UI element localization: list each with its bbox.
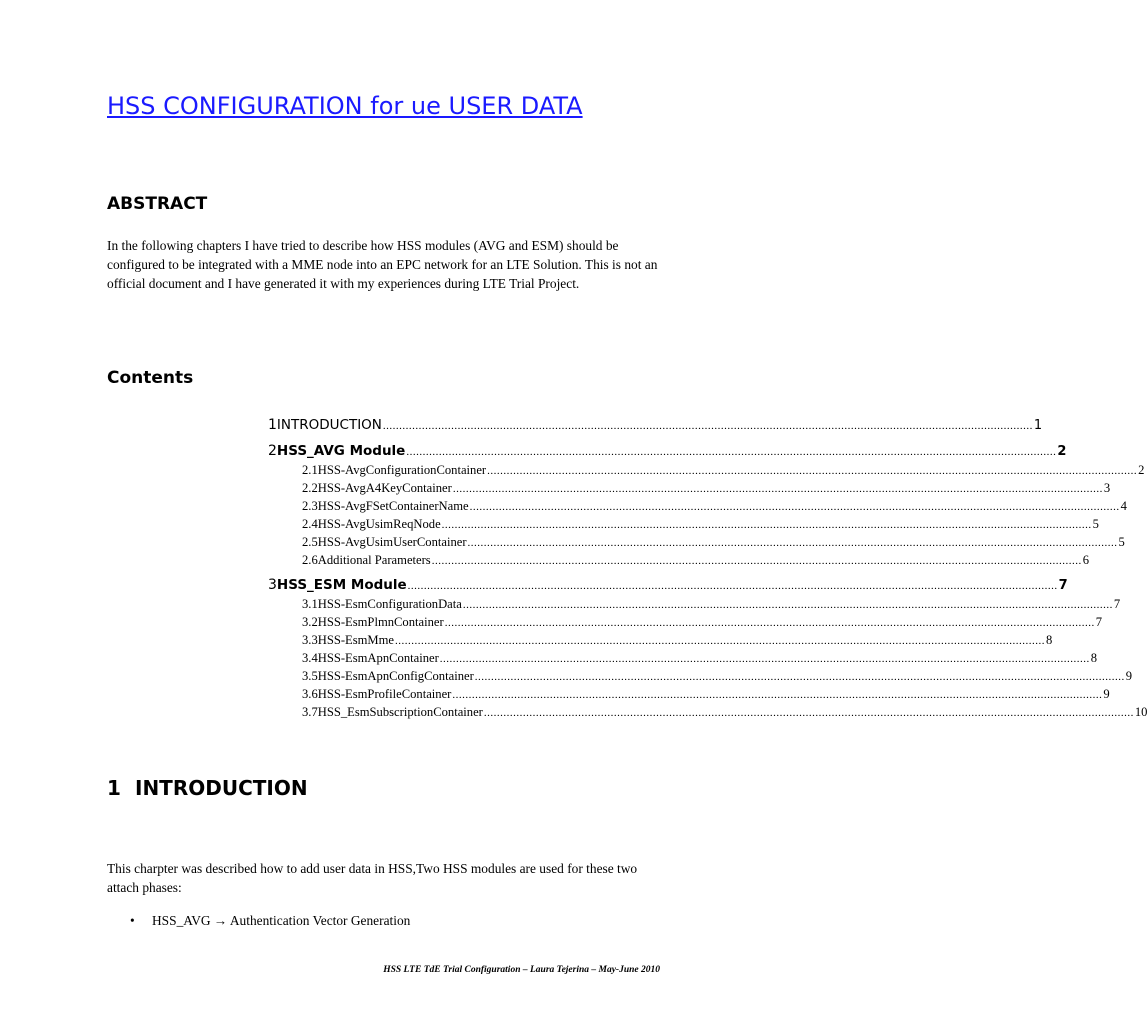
toc-entry-page: 7 [1058,578,1068,593]
toc-leader-dots: ........................................................................................................................................................................................................ [441,519,1092,531]
toc-entry-label: HSS-EsmMme [317,633,395,647]
toc-entry[interactable] [302,535,1125,553]
toc-entry-number: 3.6 [302,687,318,701]
toc-entry-page: 6 [1082,553,1090,567]
toc-entry-page: 8 [1090,651,1098,665]
toc-entry-label: HSS_AVG Module [276,443,406,459]
toc-entry-page: 5 [1092,517,1099,531]
toc-entry-number: 2 [268,443,277,459]
bullet-icon: • [130,913,135,928]
toc-entry-label: INTRODUCTION [276,417,382,433]
toc-entry-number: 2.3 [302,499,318,513]
list-item-text: HSS_AVG → Authentication Vector Generation [152,913,411,928]
abstract-text: In the following chapters I have tried to describe how HSS modules (AVG and ESM) should be configured to be integrated with a MME node into an EPC network for an LTE Solution. This is not an official document and I have generated it with my experiences during LTE Trial Project. [107,238,658,291]
toc-leader-dots: ........................................................................................................................................................................................................ [467,537,1118,549]
document-title[interactable]: HSS CONFIGURATION for ue USER DATA [107,92,583,120]
toc-entry-label: HSS-AvgA4KeyContainer [317,481,452,495]
toc-entry-label: HSS-AvgUsimReqNode [317,517,441,531]
toc-leader-dots: ........................................................................................................................................................................................................ [406,446,1057,458]
toc-entry-page: 9 [1125,669,1133,683]
toc-entry[interactable] [268,417,1043,435]
toc-entry-number: 3.7 [302,705,318,719]
toc-entry[interactable] [302,669,1133,687]
toc-leader-dots: ........................................................................................................................................................................................................ [462,599,1113,611]
page-footer: HSS LTE TdE Trial Configuration – Laura Tejerina – May-June 2010 [383,965,660,975]
toc-leader-dots: ........................................................................................................................................................................................................ [431,555,1082,567]
bullet-list [130,913,410,929]
toc-leader-dots: ........................................................................................................................................................................................................ [439,653,1090,665]
toc-entry-number: 3.3 [302,633,318,647]
toc-entry[interactable] [302,597,1121,615]
list-item [130,913,410,929]
toc-entry-page: 4 [1120,499,1127,513]
toc-entry[interactable] [302,651,1098,669]
toc-entry[interactable] [302,615,1102,633]
toc-entry-page: 2 [1138,463,1145,477]
toc-leader-dots: ........................................................................................................................................................................................................ [483,707,1134,719]
toc-entry-number: 2.1 [302,463,318,477]
toc-leader-dots: ........................................................................................................................................................................................................ [474,671,1125,683]
toc-entry-page: 3 [1103,481,1111,495]
contents-heading: Contents [107,368,194,388]
section-number: 1 [107,776,121,800]
abstract-heading: ABSTRACT [107,194,208,214]
toc-entry-label: HSS-EsmPlmnContainer [317,615,444,629]
toc-entry[interactable] [302,633,1053,651]
toc-entry-page: 7 [1113,597,1121,611]
toc-entry-label: HSS_EsmSubscriptionContainer [317,705,483,719]
toc-entry[interactable] [302,481,1111,499]
toc-entry-label: HSS-EsmProfileContainer [317,687,452,701]
toc-leader-dots: ........................................................................................................................................................................................................ [469,501,1120,513]
toc-entry-page: 7 [1095,615,1102,629]
section-title: INTRODUCTION [135,776,308,800]
toc-leader-dots: ........................................................................................................................................................................................................ [487,465,1138,477]
toc-entry-number: 2.2 [302,481,318,495]
toc-entry-page: 1 [1033,418,1043,433]
toc-leader-dots: ........................................................................................................................................................................................................ [395,635,1046,647]
toc-entry-page: 5 [1118,535,1125,549]
toc-entry-number: 3.1 [302,597,318,611]
toc-leader-dots: ........................................................................................................................................................................................................ [382,420,1033,432]
toc-entry-label: HSS_ESM Module [276,577,407,593]
toc-leader-dots: ........................................................................................................................................................................................................ [452,689,1103,701]
toc-entry-number: 2.4 [302,517,318,531]
toc-entry-page: 10 [1134,705,1147,719]
toc-entry-label: HSS-EsmApnConfigContainer [317,669,474,683]
toc-leader-dots: ........................................................................................................................................................................................................ [452,483,1103,495]
toc-entry-number: 2.6 [302,553,318,567]
toc-entry-number: 3.4 [302,651,318,665]
introduction-text: This charpter was described how to add user data in HSS,Two HSS modules are used for these two attach phases: [107,861,638,895]
toc-leader-dots: ........................................................................................................................................................................................................ [407,580,1058,592]
toc-entry[interactable] [302,687,1110,705]
toc-entry-page: 8 [1046,633,1053,647]
toc-leader-dots: ........................................................................................................................................................................................................ [444,617,1095,629]
toc-entry-label: HSS-AvgFSetContainerName [317,499,469,513]
toc-entry-page: 2 [1057,444,1067,459]
toc-entry-label: HSS-EsmApnContainer [317,651,439,665]
toc-entry[interactable] [302,553,1090,571]
toc-entry-label: Additional Parameters [317,553,431,567]
toc-entry[interactable] [268,577,1068,595]
toc-entry-label: HSS-AvgConfigurationContainer [317,463,487,477]
toc-entry-label: HSS-AvgUsimUserContainer [317,535,467,549]
toc-entry-number: 3.5 [302,669,318,683]
toc-entry-page: 9 [1103,687,1110,701]
section-heading-introduction [107,776,308,800]
toc-entry-number: 1 [268,417,277,433]
toc-entry-label: HSS-EsmConfigurationData [317,597,462,611]
toc-entry[interactable] [268,443,1067,461]
toc-entry[interactable] [302,517,1099,535]
toc-entry-number: 3 [268,577,277,593]
toc-entry-number: 2.5 [302,535,318,549]
toc-entry[interactable] [302,463,1145,481]
toc-entry-number: 3.2 [302,615,318,629]
toc-entry[interactable] [302,499,1127,517]
toc-entry[interactable] [302,705,1147,723]
